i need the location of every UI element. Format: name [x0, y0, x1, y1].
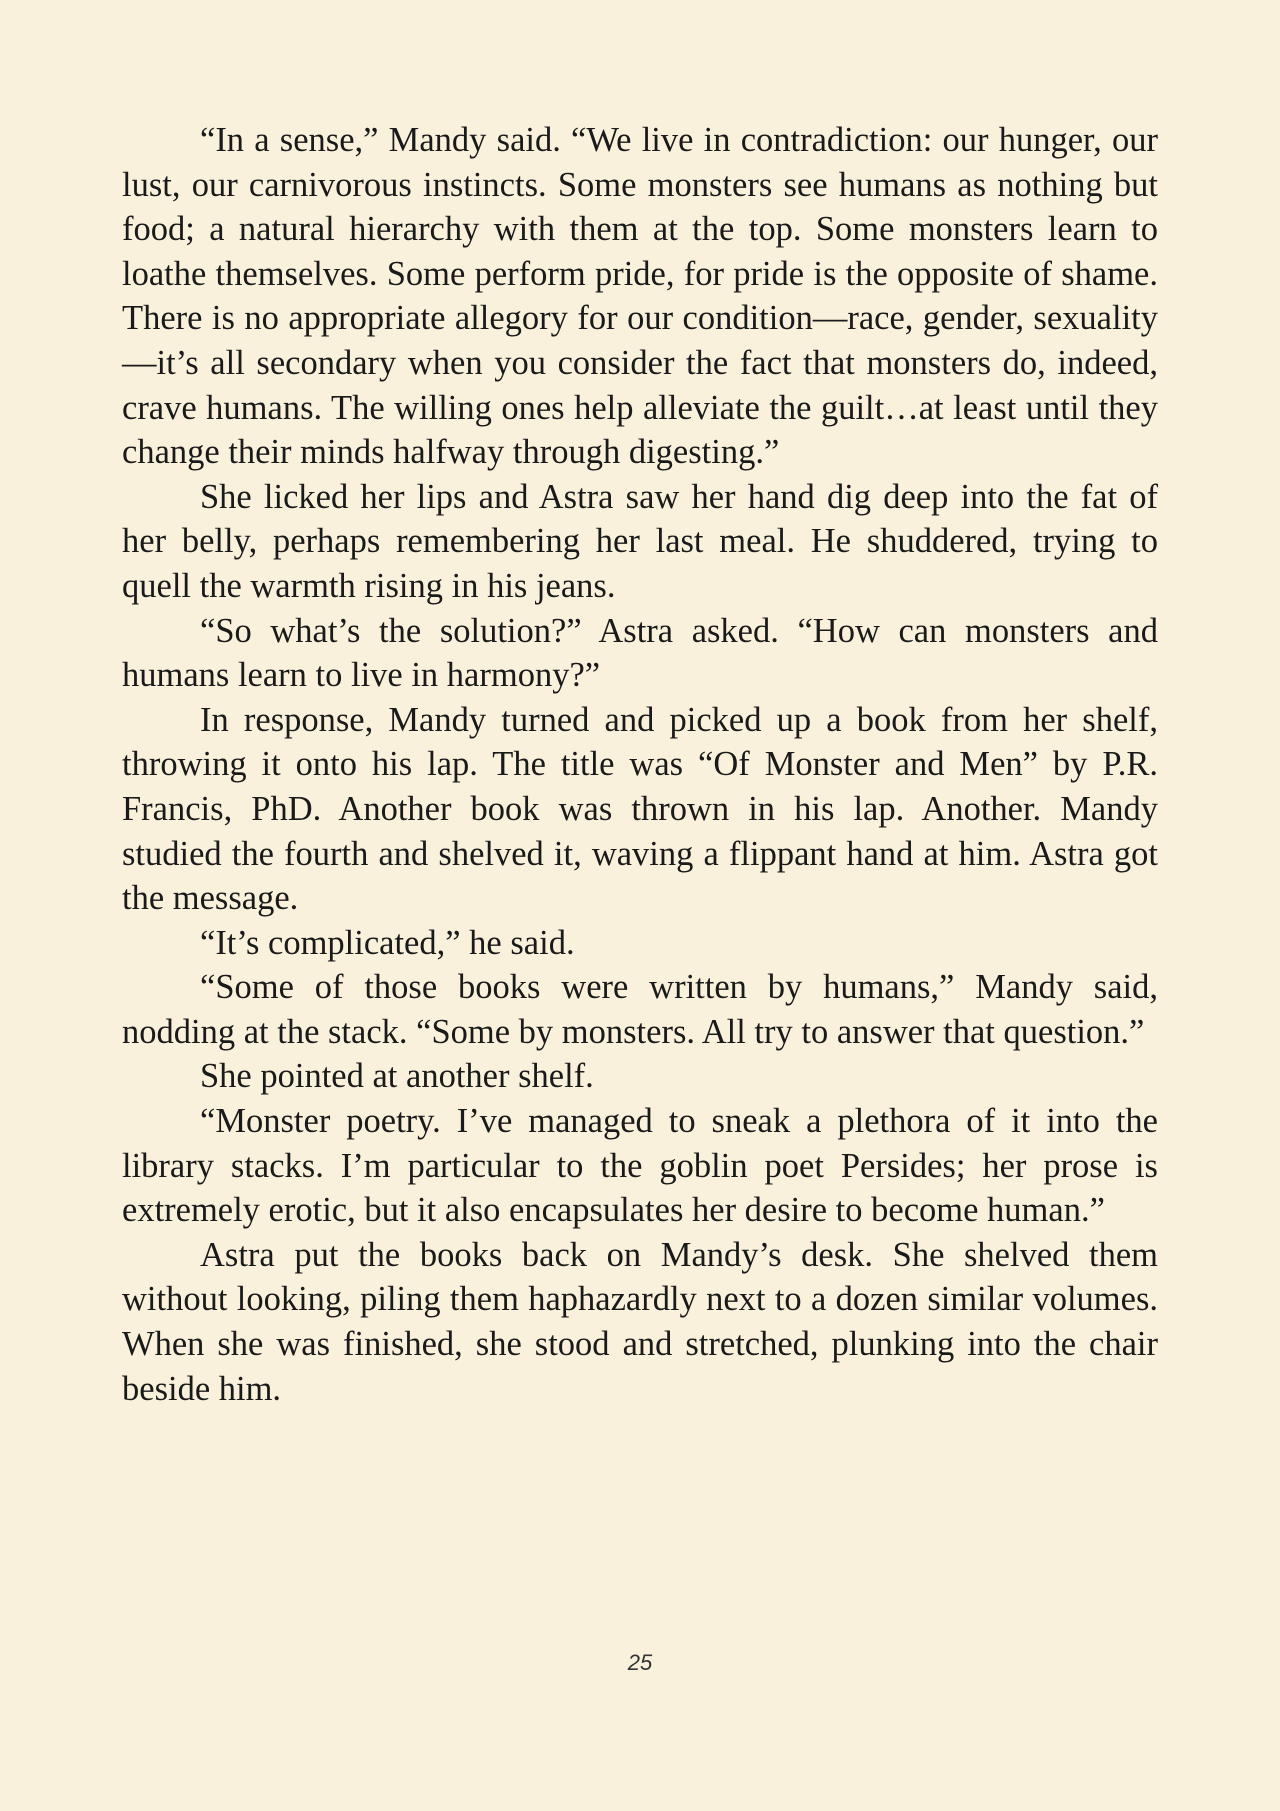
paragraph: She pointed at another shelf.	[200, 1057, 594, 1096]
paragraph: “It’s complicated,” he said.	[200, 923, 575, 962]
page-number: 25	[627, 1650, 653, 1675]
paragraph: In response, Mandy turned and picked up a book from her shelf, throwing it onto his lap. The title was “Of Monster and Men” by P.R. Francis, PhD. Another book was thrown in his lap. Another. Mandy studied the fourth and shelved it, waving a flippant hand at him. Astra got the message.	[122, 700, 1158, 918]
paragraph: “So what’s the solution?” Astra asked. “How can monsters and humans learn to live in harmony?”	[122, 611, 1158, 695]
paragraph: Astra put the books back on Mandy’s desk. She shelved them without looking, piling them haphazardly next to a dozen similar volumes. When she was finished, she stood and stretched, plunking into the chair beside him.	[122, 1235, 1158, 1408]
paragraph: “Monster poetry. I’ve managed to sneak a plethora of it into the library stacks. I’m particular to the goblin poet Persides; her prose is extremely erotic, but it also encapsulates her desire to become human.”	[122, 1102, 1158, 1230]
paragraph: She licked her lips and Astra saw her hand dig deep into the fat of her belly, perhaps remembering her last meal. He shuddered, trying to quell the warmth rising in his jeans.	[122, 477, 1158, 605]
paragraph: “Some of those books were written by humans,” Mandy said, nodding at the stack. “Some by monsters. All try to answer that question.”	[122, 968, 1158, 1051]
paragraph: “In a sense,” Mandy said. “We live in contradiction: our hunger, our lust, our carnivorous instincts. Some monsters see humans as nothing but food; a natural hierarchy with them at the top. Some monsters learn to loathe themselves. Some perform pride, for pride is the opposite of shame. There is no appropriate allegory for our condition—race, gender, sexuality—it’s all secondary when you consider the fact that monsters do, indeed, crave humans. The willing ones help alleviate the guilt…at least until they change their minds halfway through digesting.”	[122, 121, 1158, 472]
page-body	[122, 118, 1158, 1411]
